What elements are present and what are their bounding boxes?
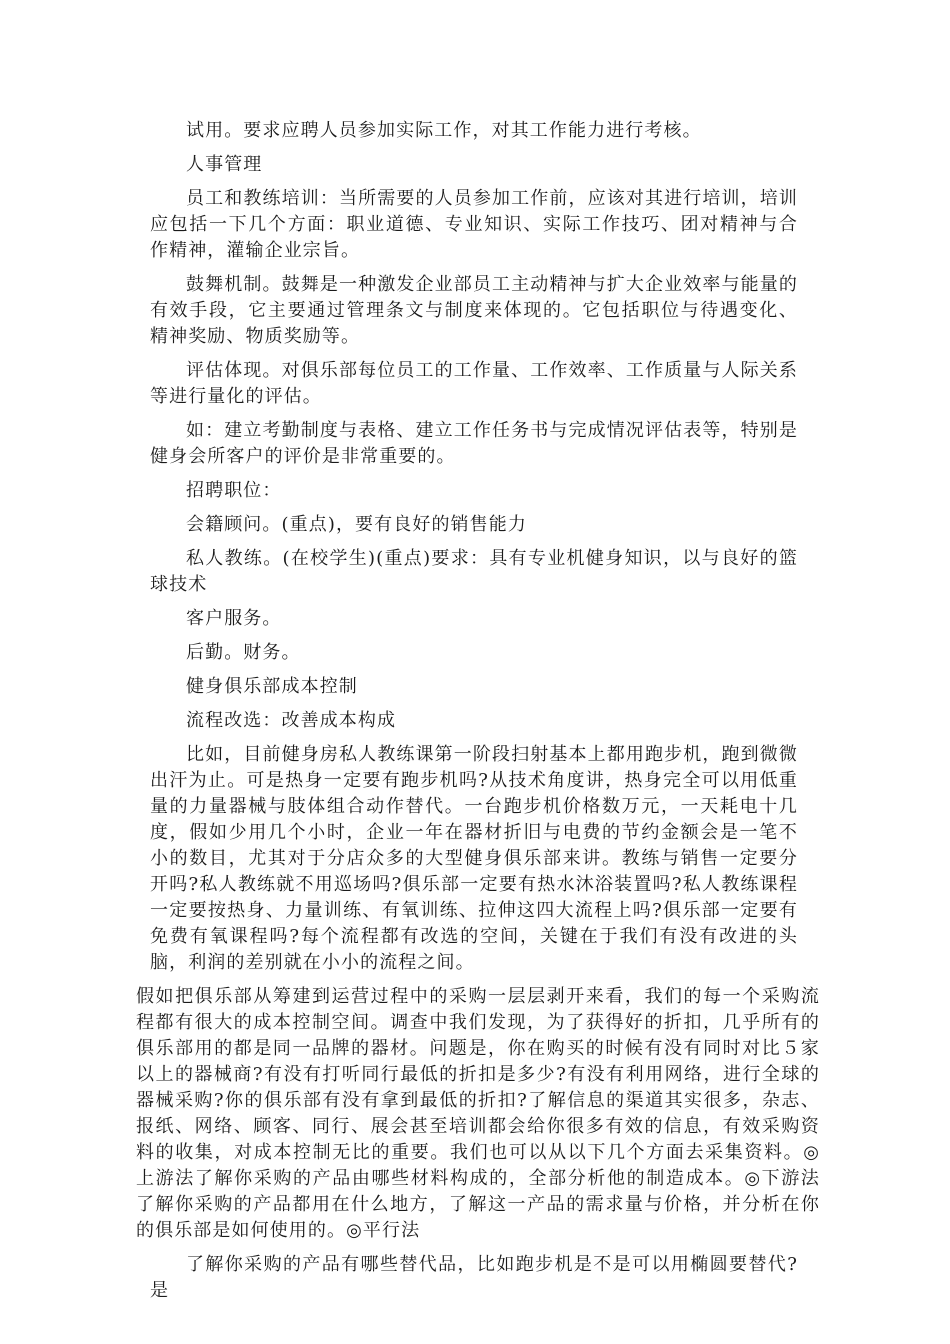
paragraph-process-example: 比如，目前健身房私人教练课第一阶段扫射基本上都用跑步机，跑到微微出汗为止。可是热身一定要有跑步机吗?从技术角度讲，热身完全可以用低重量的力量器械与肢体组合动作替代。一台跑步机价格数万元，一天耗电十几度，假如少用几个小时，企业一年在器材折旧与电费的节约金额会是一笔不小的数目，尤其对于分店众多的大型健身俱乐部来讲。教练与销售一定要分开吗?私人教练就不用巡场吗?俱乐部一定要有热水沐浴装置吗?私人教练课程一定要按热身、力量训练、有氧训练、拉伸这四大流程上吗?俱乐部一定要有免费有氧课程吗?每个流程都有改选的空间，关键在于我们有没有改进的头脑，利润的差别就在小小的流程之间。 bbox=[150, 744, 798, 973]
list-item-trainer: 私人教练。(在校学生)(重点)要求：具有专业机健身知识，以与良好的篮球技术 bbox=[150, 548, 798, 595]
paragraph-procurement: 假如把俱乐部从筹建到运营过程中的采购一层层剥开来看，我们的每一个采购流程都有很大的成本控制空间。调查中我们发现，为了获得好的折扣，几乎所有的俱乐部用的都是同一品牌的器材。问题是，你在购买的时候有没有同时对比５家以上的器械商?有没有打听同行最低的折扣是多少?有没有利用网络，进行全球的器械采购?你的俱乐部有没有拿到最低的折扣?了解信息的渠道其实很多，杂志、报纸、网络、顾客、同行、展会甚至培训都会给你很多有效的信息，有效采购资料的收集，对成本控制无比的重要。我们也可以从以下几个方面去采集资料。◎上游法了解你采购的产品由哪些材料构成的，全部分析他的制造成本。◎下游法了解你采购的产品都用在什么地方，了解这一产品的需求量与价格，并分析在你的俱乐部是如何使用的。◎平行法 bbox=[136, 986, 820, 1241]
list-item-membership: 会籍顾问。(重点)，要有良好的销售能力 bbox=[186, 514, 527, 535]
paragraph-trial: 试用。要求应聘人员参加实际工作，对其工作能力进行考核。 bbox=[186, 120, 702, 141]
heading-hr-management: 人事管理 bbox=[186, 154, 263, 175]
document-body bbox=[136, 118, 820, 1312]
paragraph-training: 员工和教练培训：当所需要的人员参加工作前，应该对其进行培训，培训应包括一下几个方面：职业道德、专业知识、实际工作技巧、团对精神与合作精神，灌输企业宗旨。 bbox=[150, 188, 798, 261]
paragraph-evaluation: 评估体现。对俱乐部每位员工的工作量、工作效率、工作质量与人际关系等进行量化的评估。 bbox=[150, 360, 798, 407]
paragraph-example: 如：建立考勤制度与表格、建立工作任务书与完成情况评估表等，特别是健身会所客户的评价是非常重要的。 bbox=[150, 420, 798, 467]
list-item-service: 客户服务。 bbox=[186, 608, 282, 629]
heading-positions: 招聘职位： bbox=[186, 480, 282, 501]
list-item-logistics: 后勤。财务。 bbox=[186, 642, 301, 663]
heading-process: 流程改选：改善成本构成 bbox=[186, 710, 397, 731]
heading-cost-control: 健身俱乐部成本控制 bbox=[186, 676, 358, 697]
paragraph-incentive: 鼓舞机制。鼓舞是一种激发企业部员工主动精神与扩大企业效率与能量的有效手段，它主要通过管理条文与制度来体现的。它包括职位与待遇变化、精神奖励、物质奖励等。 bbox=[150, 274, 798, 347]
paragraph-substitutes: 了解你采购的产品有哪些替代品，比如跑步机是不是可以用椭圆要替代?是 bbox=[150, 1254, 798, 1301]
